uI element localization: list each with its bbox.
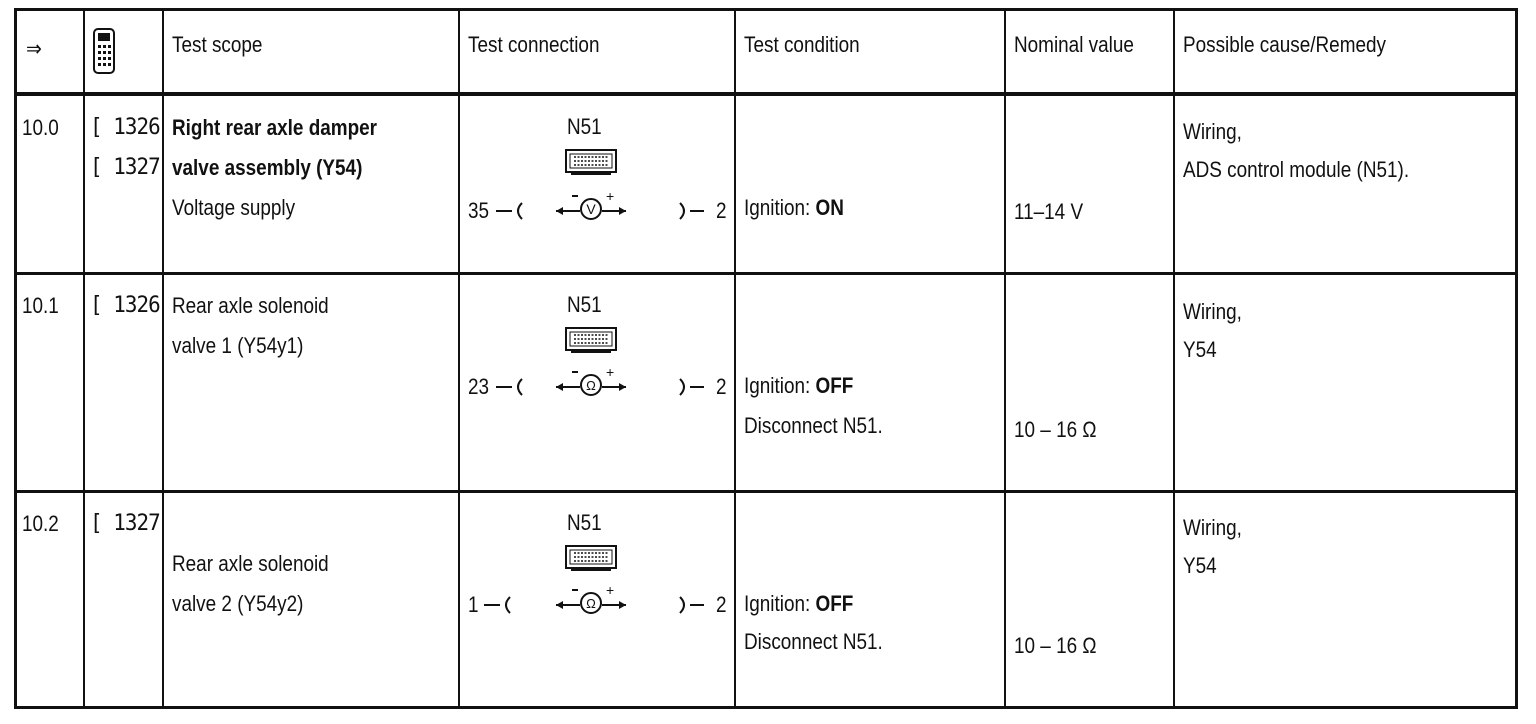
test-condition-extra: Disconnect N51.: [744, 629, 883, 654]
pin-right: 2: [716, 198, 727, 223]
col-divider: [162, 8, 164, 709]
test-scope-text: Rear axle solenoid: [172, 551, 329, 576]
possible-cause: ADS control module (N51).: [1183, 157, 1410, 182]
table-border-right: [1515, 8, 1518, 709]
svg-text:Ω: Ω: [586, 378, 596, 393]
test-condition: [744, 188, 844, 228]
header-possible-cause: Possible cause/Remedy: [1183, 32, 1386, 57]
table-border-top: [14, 8, 1518, 11]
test-scope-title: valve assembly (Y54): [172, 155, 363, 180]
condition-prefix: Ignition:: [744, 373, 816, 398]
header-nominal-value: Nominal value: [1014, 32, 1134, 57]
header-divider: [14, 92, 1518, 96]
fault-code: [ 1327: [90, 511, 160, 536]
pin-right: 2: [716, 374, 727, 399]
pin-left: 1: [468, 592, 479, 617]
test-condition: [744, 366, 853, 406]
test-connection-diagram: [460, 288, 734, 408]
test-scope-title: Right rear axle damper: [172, 115, 378, 140]
pin-right: 2: [716, 592, 727, 617]
possible-cause: Wiring,: [1183, 515, 1242, 540]
col-divider: [83, 8, 85, 709]
row-divider: [14, 490, 1518, 493]
fault-code: [ 1326: [90, 293, 160, 318]
ecu-label: N51: [567, 292, 602, 317]
test-scope-text: Voltage supply: [172, 195, 296, 220]
svg-text:V: V: [586, 201, 596, 217]
ohmmeter-connector-icon: [460, 288, 734, 408]
test-scope-text: valve 2 (Y54y2): [172, 591, 304, 616]
step-number: 10.1: [22, 293, 59, 318]
fault-code: [ 1327: [90, 155, 160, 180]
ecu-label: N51: [567, 114, 602, 139]
table-border-left: [14, 8, 17, 709]
header-test-connection: Test connection: [468, 32, 600, 57]
condition-prefix: Ignition:: [744, 591, 816, 616]
test-connection-diagram: [460, 110, 734, 230]
pin-left: 35: [468, 198, 490, 223]
step-number: 10.0: [22, 115, 59, 140]
header-arrow: ⇒: [26, 36, 42, 61]
svg-text:+: +: [606, 364, 615, 380]
step-number: 10.2: [22, 511, 59, 536]
test-scope-text: Rear axle solenoid: [172, 293, 329, 318]
voltmeter-connector-icon: [460, 110, 734, 230]
col-divider: [1173, 8, 1175, 709]
condition-prefix: Ignition:: [744, 195, 816, 220]
header-test-scope: Test scope: [172, 32, 263, 57]
pin-left: 23: [468, 374, 490, 399]
col-divider: [734, 8, 736, 709]
col-divider: [1004, 8, 1006, 709]
test-connection-diagram: [460, 506, 734, 626]
nominal-value: 10 – 16 Ω: [1014, 417, 1097, 442]
ohmmeter-connector-icon: [460, 506, 734, 626]
possible-cause: Y54: [1183, 553, 1217, 578]
condition-state: OFF: [815, 591, 854, 616]
nominal-value: 11–14 V: [1014, 199, 1084, 224]
possible-cause: Wiring,: [1183, 119, 1242, 144]
test-condition: [744, 584, 853, 624]
header-test-condition: Test condition: [744, 32, 860, 57]
possible-cause: Wiring,: [1183, 299, 1242, 324]
svg-text:+: +: [606, 582, 615, 598]
condition-state: ON: [815, 195, 844, 220]
table-border-bottom: [14, 706, 1518, 709]
svg-text:+: +: [606, 188, 615, 204]
row-divider: [14, 272, 1518, 275]
ecu-label: N51: [567, 510, 602, 535]
nominal-value: 10 – 16 Ω: [1014, 633, 1097, 658]
hand-tester-icon: [92, 28, 116, 76]
test-condition-extra: Disconnect N51.: [744, 413, 883, 438]
test-scope-text: valve 1 (Y54y1): [172, 333, 304, 358]
svg-text:Ω: Ω: [586, 596, 596, 611]
possible-cause: Y54: [1183, 337, 1217, 362]
condition-state: OFF: [815, 373, 854, 398]
fault-code: [ 1326: [90, 115, 160, 140]
